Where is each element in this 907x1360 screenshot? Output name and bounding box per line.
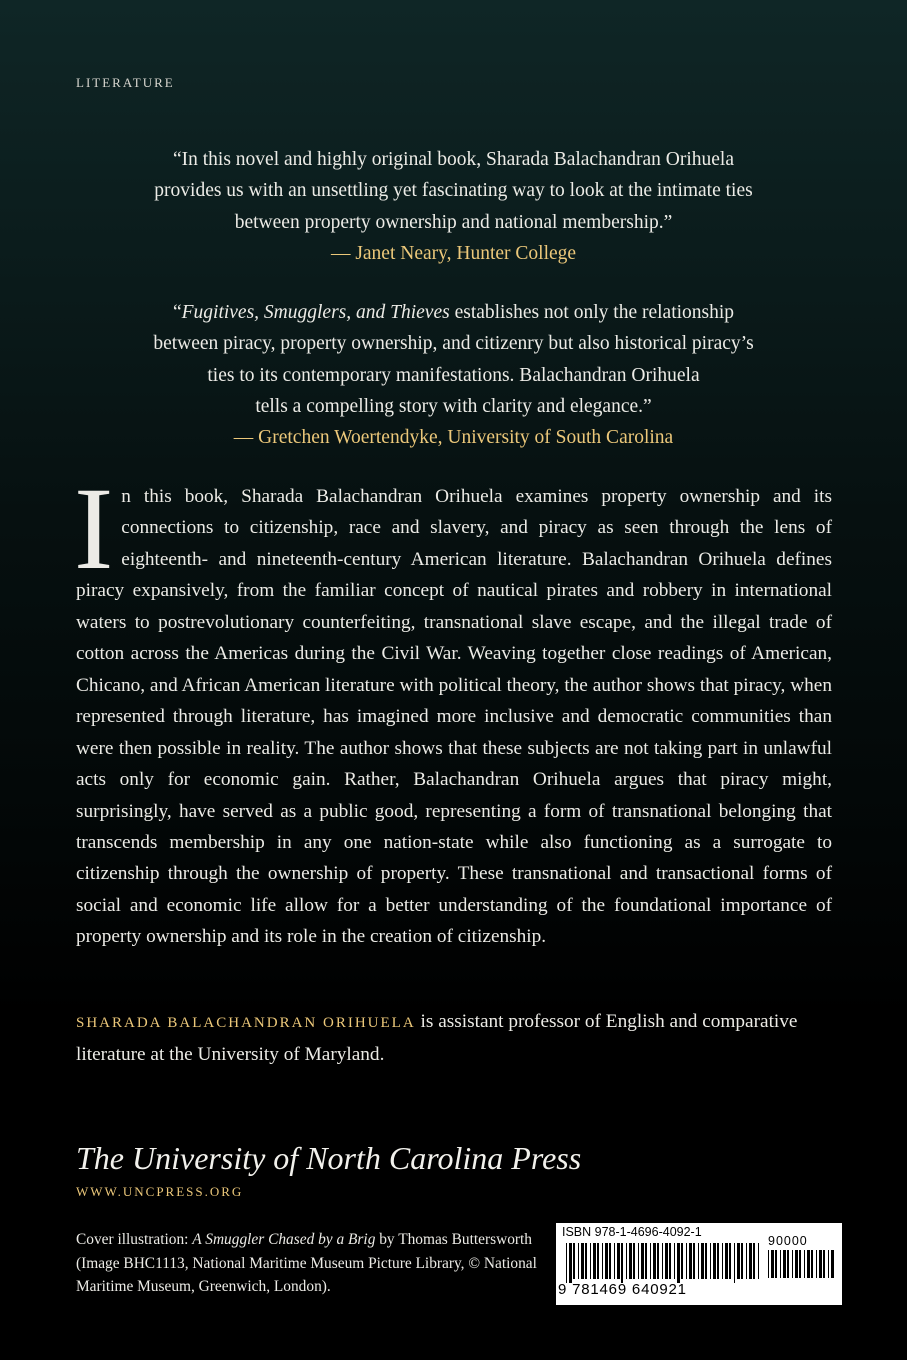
barcode-bars-icon (566, 1243, 762, 1283)
barcode-bar (693, 1243, 695, 1279)
barcode-bar (657, 1243, 659, 1279)
credit-prefix: Cover illustration: (76, 1231, 193, 1248)
barcode-bar (734, 1243, 735, 1283)
barcode-bar (593, 1243, 596, 1279)
barcode-bar (662, 1243, 663, 1279)
barcode-bar (578, 1243, 579, 1279)
barcode-bar (614, 1243, 615, 1279)
addon-barcode-bars-icon (768, 1250, 834, 1282)
description-text: n this book, Sharada Balachandran Orihuela examines property ownership and its connections to citizenship, race and slavery, and piracy as seen through the lens of eighteenth- and nineteenth-century American literature. Balachandran Orihuela defines piracy expansively, from the familiar concept of nautical pirates and robbery in international waters to postrevolutionary counterfeiting, transnational slave escape, and the illegal trade of cotton across the Americas during the Civil War. Weaving together close readings of American, Chicano, and African American literature with political theory, the author shows that piracy, when represented through literature, has imagined more inclusive and democratic communities than were then possible in reality. The author shows that these subjects are not taking part in unlawful acts only for economic gain. Rather, Balachandran Orihuela argues that piracy might, surprisingly, have served as a public good, representing a form of transnational belonging that transcends membership in any one nation-state while also functioning as a surrogate to citizenship through the ownership of property. These transnational and transactional forms of social and economic life allow for a better understanding of the foundational importance of property ownership and its role in the creation of citizenship. (76, 486, 832, 948)
barcode-bar (799, 1250, 801, 1278)
category-label: LITERATURE (76, 75, 175, 90)
quote-line: ties to its contemporary manifestations. Balachandran Orihuela (207, 364, 700, 386)
bio-text: is assistant professor of English and comparative literature at the University of Maryland. (76, 1011, 798, 1066)
quote-line-rest: establishes not only the relationship (449, 302, 735, 323)
quote-attribution: — Gretchen Woertendyke, University of South Carolina (233, 427, 674, 449)
barcode-bar (566, 1243, 567, 1283)
barcode-digits: 9 781469 640921 (558, 1281, 687, 1298)
author-bio (76, 1006, 836, 1071)
barcode-bar (780, 1250, 781, 1278)
barcode-bar (729, 1243, 731, 1279)
barcode-bar (753, 1243, 755, 1279)
barcode-bar (819, 1250, 822, 1278)
barcode-bar (629, 1243, 632, 1279)
drop-cap: I (74, 463, 114, 594)
barcode-bar (831, 1250, 834, 1278)
barcode-bar (638, 1243, 639, 1279)
barcode-bar (602, 1243, 603, 1279)
blurb-quote-2 (0, 297, 907, 453)
barcode-bar (775, 1250, 777, 1278)
barcode-bar (585, 1243, 587, 1279)
barcode-bar (717, 1243, 719, 1279)
barcode-bar (665, 1243, 668, 1279)
barcode-bar (689, 1243, 692, 1279)
barcode-bar (771, 1250, 774, 1278)
credit-rest: by Thomas Buttersworth (Image BHC1113, National Maritime Museum Picture Library, © National Maritime Museum, Greenwich, London). (76, 1231, 537, 1296)
quote-line: provides us with an unsettling yet fascinating way to look at the intimate ties (154, 180, 753, 202)
barcode-bar (792, 1250, 793, 1278)
quote-line: tells a compelling story with clarity and elegance.” (255, 395, 652, 417)
barcode-bar (741, 1243, 743, 1279)
author-name: SHARADA BALACHANDRAN ORIHUELA (76, 1015, 416, 1031)
barcode-bar (621, 1243, 623, 1283)
isbn-label: ISBN 978-1-4696-4092-1 (562, 1225, 702, 1239)
barcode-bar (737, 1243, 740, 1279)
quote-attribution: — Janet Neary, Hunter College (330, 242, 577, 264)
barcode-bar (633, 1243, 635, 1279)
book-description (74, 463, 832, 953)
barcode-bar (804, 1250, 805, 1278)
barcode-bar (705, 1243, 707, 1279)
barcode-bar (713, 1243, 716, 1279)
barcode-bar (807, 1250, 810, 1278)
barcode-bar (597, 1243, 599, 1279)
quote-line: “In this novel and highly original book, Sharada Balachandran Orihuela (172, 149, 734, 170)
quote-line: between piracy, property ownership, and citizenry but also historical piracy’s (153, 333, 754, 355)
barcode (556, 1223, 842, 1305)
blurb-quote-1 (0, 144, 907, 269)
barcode-bar (641, 1243, 644, 1279)
barcode-bar (617, 1243, 620, 1279)
barcode-bar (811, 1250, 813, 1278)
publisher-url[interactable]: WWW.UNCPRESS.ORG (76, 1184, 244, 1199)
barcode-bar (768, 1250, 769, 1278)
barcode-bar (669, 1243, 671, 1279)
barcode-bar (701, 1243, 704, 1279)
barcode-bar (573, 1243, 575, 1279)
barcode-bar (590, 1243, 591, 1279)
illustration-title: A Smuggler Chased by a Brig (192, 1231, 376, 1248)
barcode-bar (795, 1250, 798, 1278)
barcode-bar (605, 1243, 608, 1279)
barcode-bar (653, 1243, 656, 1279)
barcode-bar (749, 1243, 752, 1279)
barcode-bar (698, 1243, 699, 1279)
barcode-bar (823, 1250, 825, 1278)
barcode-bar (581, 1243, 584, 1279)
barcode-bar (725, 1243, 728, 1279)
barcode-bar (569, 1243, 572, 1283)
barcode-bar (681, 1243, 683, 1279)
barcode-bar (828, 1250, 829, 1278)
barcode-bar (816, 1250, 817, 1278)
barcode-bar (609, 1243, 611, 1279)
barcode-bar (686, 1243, 687, 1279)
quote-line (0, 297, 907, 328)
barcode-bar (722, 1243, 723, 1279)
price-code: 90000 (768, 1234, 808, 1248)
barcode-bar (645, 1243, 647, 1279)
barcode-bar (746, 1243, 747, 1279)
barcode-bar (787, 1250, 789, 1278)
barcode-bar (674, 1243, 675, 1279)
quote-line: between property ownership and national membership.” (234, 211, 673, 233)
barcode-bar (783, 1250, 786, 1278)
barcode-bar (710, 1243, 711, 1279)
publisher-name: The University of North Carolina Press (76, 1140, 582, 1176)
barcode-bar (758, 1243, 759, 1279)
book-title: Fugitives, Smugglers, and Thieves (181, 302, 450, 323)
barcode-bar (650, 1243, 651, 1279)
barcode-bar (626, 1243, 627, 1279)
cover-credit (76, 1228, 546, 1299)
quote-open-mark: “ (172, 302, 182, 323)
barcode-bar (677, 1243, 680, 1283)
